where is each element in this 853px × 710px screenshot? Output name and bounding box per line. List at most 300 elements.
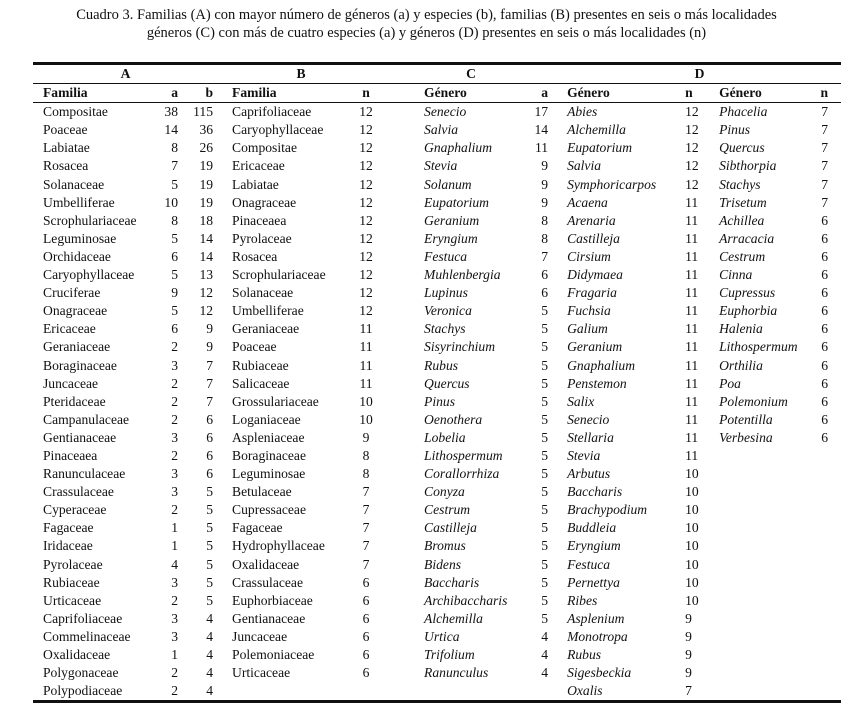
family-b-localities: 6 bbox=[362, 574, 370, 590]
genus-c-name: Corallorrhiza bbox=[424, 466, 500, 482]
table-row bbox=[33, 230, 841, 248]
family-b-localities: 8 bbox=[362, 466, 370, 482]
family-a-name: Iridaceae bbox=[43, 538, 93, 554]
family-a-species-count: 9 bbox=[206, 339, 214, 355]
table-row bbox=[33, 501, 841, 519]
genus-d2-localities bbox=[803, 447, 841, 465]
group-B-header: B bbox=[218, 64, 384, 84]
table-caption-line-1: Cuadro 3. Familias (A) con mayor número de géneros (a) y especies (b), familias (B) presentes en seis o más localidades bbox=[76, 7, 777, 23]
family-a-genera-count: 5 bbox=[171, 176, 178, 192]
family-a-species-count: 115 bbox=[193, 104, 214, 120]
genus-d2-localities: 6 bbox=[821, 411, 829, 427]
genus-c-name: Festuca bbox=[424, 248, 468, 264]
genus-d2-name bbox=[703, 664, 803, 682]
genus-d-name: Abies bbox=[567, 104, 598, 120]
family-b-name: Cupressaceae bbox=[232, 502, 307, 518]
genus-c-species-count: 5 bbox=[541, 538, 549, 554]
family-b-localities: 6 bbox=[362, 592, 370, 608]
genus-d2-localities bbox=[803, 574, 841, 592]
col-header-D1-genero: Género bbox=[558, 84, 673, 103]
table-row bbox=[33, 176, 841, 194]
family-b-name: Pyrolaceae bbox=[232, 230, 292, 246]
genus-d-name: Alchemilla bbox=[567, 122, 626, 138]
family-a-name: Commelinaceae bbox=[43, 628, 131, 644]
genus-c-species-count: 5 bbox=[541, 484, 549, 500]
family-b-localities: 11 bbox=[359, 357, 373, 373]
family-b-name: Boraginaceae bbox=[232, 447, 306, 463]
genus-d-name: Sigesbeckia bbox=[567, 665, 632, 681]
genus-d2-localities bbox=[803, 483, 841, 501]
family-b-name: Solanaceae bbox=[232, 285, 294, 301]
genus-d2-name: Cestrum bbox=[719, 248, 766, 264]
family-b-name bbox=[218, 682, 348, 702]
genus-d-localities: 11 bbox=[685, 357, 699, 373]
genus-c-species-count: 8 bbox=[541, 212, 549, 228]
family-a-name: Labiatae bbox=[43, 140, 90, 156]
genus-d-name: Buddleia bbox=[567, 520, 617, 536]
genus-d-localities: 10 bbox=[685, 502, 699, 518]
genus-d-name: Symphoricarpos bbox=[567, 176, 657, 192]
genus-d2-name: Verbesina bbox=[719, 429, 773, 445]
genus-c-name: Geranium bbox=[424, 212, 480, 228]
family-b-localities: 12 bbox=[359, 248, 373, 264]
family-b-localities: 12 bbox=[359, 140, 373, 156]
genus-d2-name bbox=[703, 447, 803, 465]
family-b-localities: 10 bbox=[359, 411, 373, 427]
family-a-species-count: 12 bbox=[199, 303, 214, 319]
table-row bbox=[33, 393, 841, 411]
genus-c-name: Ranunculus bbox=[424, 665, 489, 681]
genus-d-name: Festuca bbox=[567, 556, 611, 572]
genus-d-localities: 11 bbox=[685, 230, 699, 246]
family-b-name: Polemoniaceae bbox=[232, 647, 315, 662]
genus-d2-name bbox=[703, 682, 803, 702]
group-C-header: C bbox=[384, 64, 558, 84]
family-a-species-count: 4 bbox=[206, 647, 214, 662]
genus-d2-name: Pinus bbox=[719, 122, 751, 138]
family-b-localities: 7 bbox=[362, 520, 370, 536]
genus-d2-name: Poa bbox=[719, 375, 741, 391]
genus-d2-name: Lithospermum bbox=[719, 339, 798, 355]
genus-c-species-count: 5 bbox=[541, 502, 549, 518]
genus-d-name: Penstemon bbox=[567, 375, 627, 391]
family-b-localities: 10 bbox=[359, 393, 373, 409]
family-a-species-count: 5 bbox=[206, 538, 214, 554]
genus-d2-name bbox=[703, 501, 803, 519]
family-b-localities: 12 bbox=[359, 176, 373, 192]
family-a-genera-count: 4 bbox=[171, 556, 178, 572]
table-row bbox=[33, 357, 841, 375]
genus-c-species-count: 5 bbox=[541, 339, 549, 355]
table-row bbox=[33, 592, 841, 610]
family-b-localities: 6 bbox=[362, 610, 370, 626]
family-b-localities bbox=[348, 682, 384, 702]
genus-d2-localities bbox=[803, 610, 841, 628]
table-row bbox=[33, 610, 841, 628]
family-b-localities: 9 bbox=[362, 429, 370, 445]
family-a-name: Urticaceae bbox=[43, 592, 102, 608]
table-row bbox=[33, 212, 841, 230]
family-a-genera-count: 1 bbox=[171, 647, 178, 662]
family-b-name: Hydrophyllaceae bbox=[232, 538, 325, 554]
family-a-species-count: 7 bbox=[206, 357, 214, 373]
table-row bbox=[33, 302, 841, 320]
genus-d-name: Fuchsia bbox=[567, 303, 611, 319]
genus-d-name: Galium bbox=[567, 321, 608, 337]
genus-c-species-count: 5 bbox=[541, 520, 549, 536]
genus-d2-localities bbox=[803, 664, 841, 682]
table-row bbox=[33, 574, 841, 592]
family-a-species-count: 7 bbox=[206, 393, 214, 409]
family-a-name: Caryophyllaceae bbox=[43, 267, 135, 283]
family-a-species-count: 4 bbox=[206, 628, 214, 644]
genus-d2-localities: 6 bbox=[821, 429, 829, 445]
table-row bbox=[33, 194, 841, 212]
genus-d-name: Stevia bbox=[567, 447, 601, 463]
genus-d-localities: 10 bbox=[685, 592, 699, 608]
family-a-species-count: 5 bbox=[206, 574, 214, 590]
family-a-genera-count: 3 bbox=[171, 357, 178, 373]
col-header-B-n: n bbox=[348, 84, 384, 103]
family-b-name: Pinaceaea bbox=[232, 212, 287, 228]
genus-d2-name: Phacelia bbox=[719, 104, 768, 120]
family-b-name: Onagraceae bbox=[232, 194, 297, 210]
family-b-name: Rubiaceae bbox=[232, 357, 289, 373]
genus-c-species-count: 4 bbox=[541, 647, 549, 662]
family-a-name: Fagaceae bbox=[43, 520, 94, 536]
species-table bbox=[33, 62, 841, 703]
genus-c-name: Stachys bbox=[424, 321, 466, 337]
genus-d-localities: 12 bbox=[685, 158, 699, 174]
genus-d2-localities bbox=[803, 592, 841, 610]
genus-c-species-count: 5 bbox=[541, 447, 549, 463]
family-b-localities: 11 bbox=[359, 375, 373, 391]
genus-c-species-count: 4 bbox=[541, 665, 549, 681]
family-a-genera-count: 2 bbox=[171, 447, 178, 463]
genus-c-name: Trifolium bbox=[424, 647, 475, 662]
family-a-genera-count: 6 bbox=[171, 321, 178, 337]
family-b-name: Leguminosae bbox=[232, 466, 306, 482]
family-b-name: Salicaceae bbox=[232, 375, 290, 391]
genus-c-species-count: 5 bbox=[541, 411, 549, 427]
genus-c-name: Oenothera bbox=[424, 411, 483, 427]
genus-c-species-count: 4 bbox=[541, 628, 549, 644]
family-a-name: Polygonaceae bbox=[43, 665, 119, 681]
family-b-name: Compositae bbox=[232, 140, 297, 156]
family-b-localities: 7 bbox=[362, 538, 370, 554]
col-header-C-genero: Género bbox=[384, 84, 531, 103]
genus-d2-localities: 6 bbox=[821, 230, 829, 246]
genus-d-name: Ribes bbox=[567, 592, 598, 608]
family-b-name: Aspleniaceae bbox=[232, 429, 305, 445]
family-a-name: Rosacea bbox=[43, 158, 89, 174]
family-a-genera-count: 1 bbox=[171, 520, 178, 536]
column-header-row bbox=[33, 84, 841, 103]
family-b-name: Oxalidaceae bbox=[232, 556, 300, 572]
family-a-name: Orchidaceae bbox=[43, 248, 111, 264]
genus-d-localities: 11 bbox=[685, 285, 699, 301]
family-b-name: Gentianaceae bbox=[232, 610, 306, 626]
genus-d2-localities: 7 bbox=[821, 104, 829, 120]
family-a-genera-count: 7 bbox=[171, 158, 178, 174]
genus-c-name: Archibaccharis bbox=[424, 592, 508, 608]
family-a-genera-count: 8 bbox=[171, 212, 178, 228]
family-b-name: Caprifoliaceae bbox=[232, 104, 312, 120]
genus-d2-localities: 6 bbox=[821, 267, 829, 283]
genus-d2-localities bbox=[803, 628, 841, 646]
table-row bbox=[33, 429, 841, 447]
group-D-header: D bbox=[558, 64, 841, 84]
genus-d-name: Salix bbox=[567, 393, 595, 409]
family-a-name: Polypodiaceae bbox=[33, 682, 160, 702]
family-a-name: Gentianaceae bbox=[43, 429, 117, 445]
genus-c-species-count: 5 bbox=[541, 592, 549, 608]
genus-c-name: Alchemilla bbox=[424, 610, 483, 626]
family-a-genera-count: 2 bbox=[171, 592, 178, 608]
family-a-name: Crassulaceae bbox=[43, 484, 114, 500]
genus-d2-localities: 6 bbox=[821, 375, 829, 391]
genus-d2-localities bbox=[803, 519, 841, 537]
table-row bbox=[33, 338, 841, 356]
family-a-species-count: 7 bbox=[206, 375, 214, 391]
genus-c-name: Rubus bbox=[424, 357, 459, 373]
genus-d-localities: 11 bbox=[685, 194, 699, 210]
genus-d2-localities: 6 bbox=[821, 339, 829, 355]
family-a-species-count: 6 bbox=[206, 447, 214, 463]
col-header-C-a: a bbox=[531, 84, 558, 103]
table-row bbox=[33, 556, 841, 574]
table-row bbox=[33, 103, 841, 122]
genus-d2-name: Halenia bbox=[719, 321, 763, 337]
genus-d-name: Didymaea bbox=[567, 267, 623, 283]
genus-d-name: Brachypodium bbox=[567, 502, 648, 518]
genus-d-localities: 12 bbox=[685, 176, 699, 192]
genus-c-name: Eupatorium bbox=[424, 194, 489, 210]
genus-d2-localities: 6 bbox=[821, 212, 829, 228]
genus-c-species-count: 6 bbox=[541, 285, 549, 301]
family-b-localities: 12 bbox=[359, 122, 373, 138]
col-header-D2-n: n bbox=[803, 84, 841, 103]
genus-c-species-count: 5 bbox=[541, 375, 549, 391]
table-row bbox=[33, 266, 841, 284]
family-b-name: Crassulaceae bbox=[232, 574, 303, 590]
genus-c-species-count: 17 bbox=[534, 104, 549, 120]
family-a-genera-count: 2 bbox=[160, 682, 178, 702]
col-header-A-b: b bbox=[178, 84, 218, 103]
genus-d2-name: Potentilla bbox=[719, 411, 773, 427]
family-a-name: Cyperaceae bbox=[43, 502, 107, 518]
genus-d2-localities: 7 bbox=[821, 122, 829, 138]
family-b-name: Juncaceae bbox=[232, 628, 288, 644]
genus-d-localities: 12 bbox=[685, 122, 699, 138]
genus-d-localities: 9 bbox=[685, 647, 692, 662]
family-a-name: Campanulaceae bbox=[43, 411, 130, 427]
genus-d2-localities: 6 bbox=[821, 303, 829, 319]
family-a-name: Pinaceaea bbox=[43, 447, 98, 463]
genus-d-localities: 11 bbox=[685, 248, 699, 264]
genus-d-name: Eryngium bbox=[567, 538, 621, 554]
genus-d2-localities: 7 bbox=[821, 194, 829, 210]
family-a-name: Compositae bbox=[43, 104, 108, 120]
family-b-localities: 12 bbox=[359, 267, 373, 283]
family-a-name: Cruciferae bbox=[43, 285, 101, 301]
table-row bbox=[33, 320, 841, 338]
col-header-A-a: a bbox=[160, 84, 178, 103]
genus-d2-localities bbox=[803, 682, 841, 702]
family-a-species-count: 4 bbox=[206, 610, 214, 626]
genus-d2-localities: 6 bbox=[821, 248, 829, 264]
family-b-localities: 12 bbox=[359, 104, 373, 120]
genus-d2-name bbox=[703, 646, 803, 664]
family-b-name: Euphorbiaceae bbox=[232, 592, 313, 608]
family-a-species-count: 36 bbox=[199, 122, 214, 138]
family-b-localities: 6 bbox=[362, 628, 370, 644]
genus-d-name: Acaena bbox=[567, 194, 608, 210]
family-a-species-count: 13 bbox=[199, 267, 214, 283]
genus-d-name: Monotropa bbox=[567, 628, 628, 644]
table-row bbox=[33, 465, 841, 483]
genus-c-species-count: 5 bbox=[541, 357, 549, 373]
family-a-species-count: 4 bbox=[178, 682, 218, 702]
genus-d2-name: Stachys bbox=[719, 176, 761, 192]
family-a-species-count: 5 bbox=[206, 556, 214, 572]
genus-c-name: Gnaphalium bbox=[424, 140, 493, 156]
genus-c-name: Senecio bbox=[424, 104, 467, 120]
family-b-name: Loganiaceae bbox=[232, 411, 301, 427]
genus-d2-name bbox=[703, 465, 803, 483]
genus-c-name: Muhlenbergia bbox=[424, 267, 501, 283]
table-row bbox=[33, 411, 841, 429]
genus-c-name: Quercus bbox=[424, 375, 470, 391]
family-a-name: Poaceae bbox=[43, 122, 88, 138]
genus-d2-localities bbox=[803, 646, 841, 664]
family-a-species-count: 5 bbox=[206, 520, 214, 536]
family-a-species-count: 19 bbox=[199, 176, 214, 192]
genus-d2-localities: 7 bbox=[821, 140, 829, 156]
genus-c-species-count: 9 bbox=[541, 158, 549, 174]
genus-d-name: Rubus bbox=[567, 647, 602, 662]
table-row bbox=[33, 121, 841, 139]
genus-c-name: Solanum bbox=[424, 176, 472, 192]
genus-c-species-count: 5 bbox=[541, 303, 549, 319]
genus-c-species-count: 5 bbox=[541, 393, 549, 409]
family-a-genera-count: 5 bbox=[171, 303, 178, 319]
genus-c-name: Conyza bbox=[424, 484, 465, 500]
genus-d2-localities: 6 bbox=[821, 357, 829, 373]
genus-d-localities: 10 bbox=[685, 466, 699, 482]
genus-d2-name: Cinna bbox=[719, 267, 753, 283]
family-a-genera-count: 3 bbox=[171, 466, 178, 482]
family-b-localities: 8 bbox=[362, 447, 370, 463]
family-b-localities: 11 bbox=[359, 339, 373, 355]
genus-d2-localities bbox=[803, 556, 841, 574]
genus-d-localities: 12 bbox=[685, 104, 699, 120]
genus-c-name: Baccharis bbox=[424, 574, 480, 590]
genus-d2-name bbox=[703, 556, 803, 574]
genus-d2-name: Cupressus bbox=[719, 285, 776, 301]
genus-d-localities: 11 bbox=[685, 267, 699, 283]
genus-c-name: Sisyrinchium bbox=[424, 339, 496, 355]
genus-d2-name: Trisetum bbox=[719, 194, 767, 210]
family-b-localities: 6 bbox=[362, 647, 370, 662]
genus-d-name: Eupatorium bbox=[567, 140, 633, 156]
genus-c-species-count bbox=[531, 682, 558, 702]
genus-c-species-count: 14 bbox=[534, 122, 549, 138]
genus-d-localities: 11 bbox=[685, 375, 699, 391]
family-a-species-count: 5 bbox=[206, 502, 214, 518]
genus-d2-name: Arracacia bbox=[719, 230, 775, 246]
genus-d-name: Gnaphalium bbox=[567, 357, 636, 373]
genus-d-localities: 11 bbox=[685, 212, 699, 228]
family-a-species-count: 6 bbox=[206, 466, 214, 482]
genus-d-localities: 9 bbox=[685, 628, 692, 644]
family-a-species-count: 5 bbox=[206, 484, 214, 500]
table-row bbox=[33, 139, 841, 157]
genus-c-name: Urtica bbox=[424, 628, 460, 644]
genus-d-name: Fragaria bbox=[567, 285, 617, 301]
genus-c-species-count: 5 bbox=[541, 574, 549, 590]
genus-d2-localities: 6 bbox=[821, 393, 829, 409]
family-b-name: Scrophulariaceae bbox=[232, 267, 326, 283]
genus-d2-name: Quercus bbox=[719, 140, 765, 156]
genus-d-localities: 11 bbox=[685, 393, 699, 409]
family-a-species-count: 6 bbox=[206, 411, 214, 427]
table-row bbox=[33, 248, 841, 266]
family-a-species-count: 5 bbox=[206, 592, 214, 608]
table-row bbox=[33, 284, 841, 302]
family-a-species-count: 4 bbox=[206, 665, 214, 681]
family-b-name: Geraniaceae bbox=[232, 321, 300, 337]
family-b-localities: 11 bbox=[359, 321, 373, 337]
genus-c-name: Lobelia bbox=[424, 429, 466, 445]
genus-d-name: Arenaria bbox=[567, 212, 616, 228]
genus-d-localities: 11 bbox=[685, 411, 699, 427]
family-a-name: Pteridaceae bbox=[43, 393, 106, 409]
genus-d2-name: Orthilia bbox=[719, 357, 763, 373]
genus-d2-localities: 6 bbox=[821, 321, 829, 337]
family-a-name: Ranunculaceae bbox=[43, 466, 126, 482]
family-a-genera-count: 3 bbox=[171, 574, 178, 590]
family-b-name: Umbelliferae bbox=[232, 303, 304, 319]
genus-c-name: Eryngium bbox=[424, 230, 478, 246]
family-a-species-count: 12 bbox=[199, 285, 214, 301]
family-a-genera-count: 5 bbox=[171, 267, 178, 283]
family-a-genera-count: 2 bbox=[171, 665, 178, 681]
family-a-name: Boraginaceae bbox=[43, 357, 117, 373]
genus-d2-name bbox=[703, 628, 803, 646]
family-a-name: Ericaceae bbox=[43, 321, 96, 337]
genus-d2-name bbox=[703, 610, 803, 628]
family-a-genera-count: 2 bbox=[171, 502, 178, 518]
genus-d2-name bbox=[703, 574, 803, 592]
family-b-name: Poaceae bbox=[232, 339, 277, 355]
family-a-name: Geraniaceae bbox=[43, 339, 111, 355]
genus-c-species-count: 5 bbox=[541, 610, 549, 626]
family-a-genera-count: 3 bbox=[171, 429, 178, 445]
family-a-genera-count: 14 bbox=[164, 122, 178, 138]
family-a-genera-count: 2 bbox=[171, 411, 178, 427]
genus-d-localities: 9 bbox=[685, 665, 692, 681]
family-a-species-count: 14 bbox=[199, 248, 214, 264]
family-a-genera-count: 1 bbox=[171, 538, 178, 554]
genus-d-localities: 10 bbox=[685, 556, 699, 572]
family-a-species-count: 26 bbox=[199, 140, 214, 156]
genus-c-species-count: 6 bbox=[541, 267, 549, 283]
group-A-header: A bbox=[33, 64, 218, 84]
genus-c-species-count: 5 bbox=[541, 429, 549, 445]
genus-d-name: Pernettya bbox=[567, 574, 620, 590]
family-b-localities: 7 bbox=[362, 556, 370, 572]
